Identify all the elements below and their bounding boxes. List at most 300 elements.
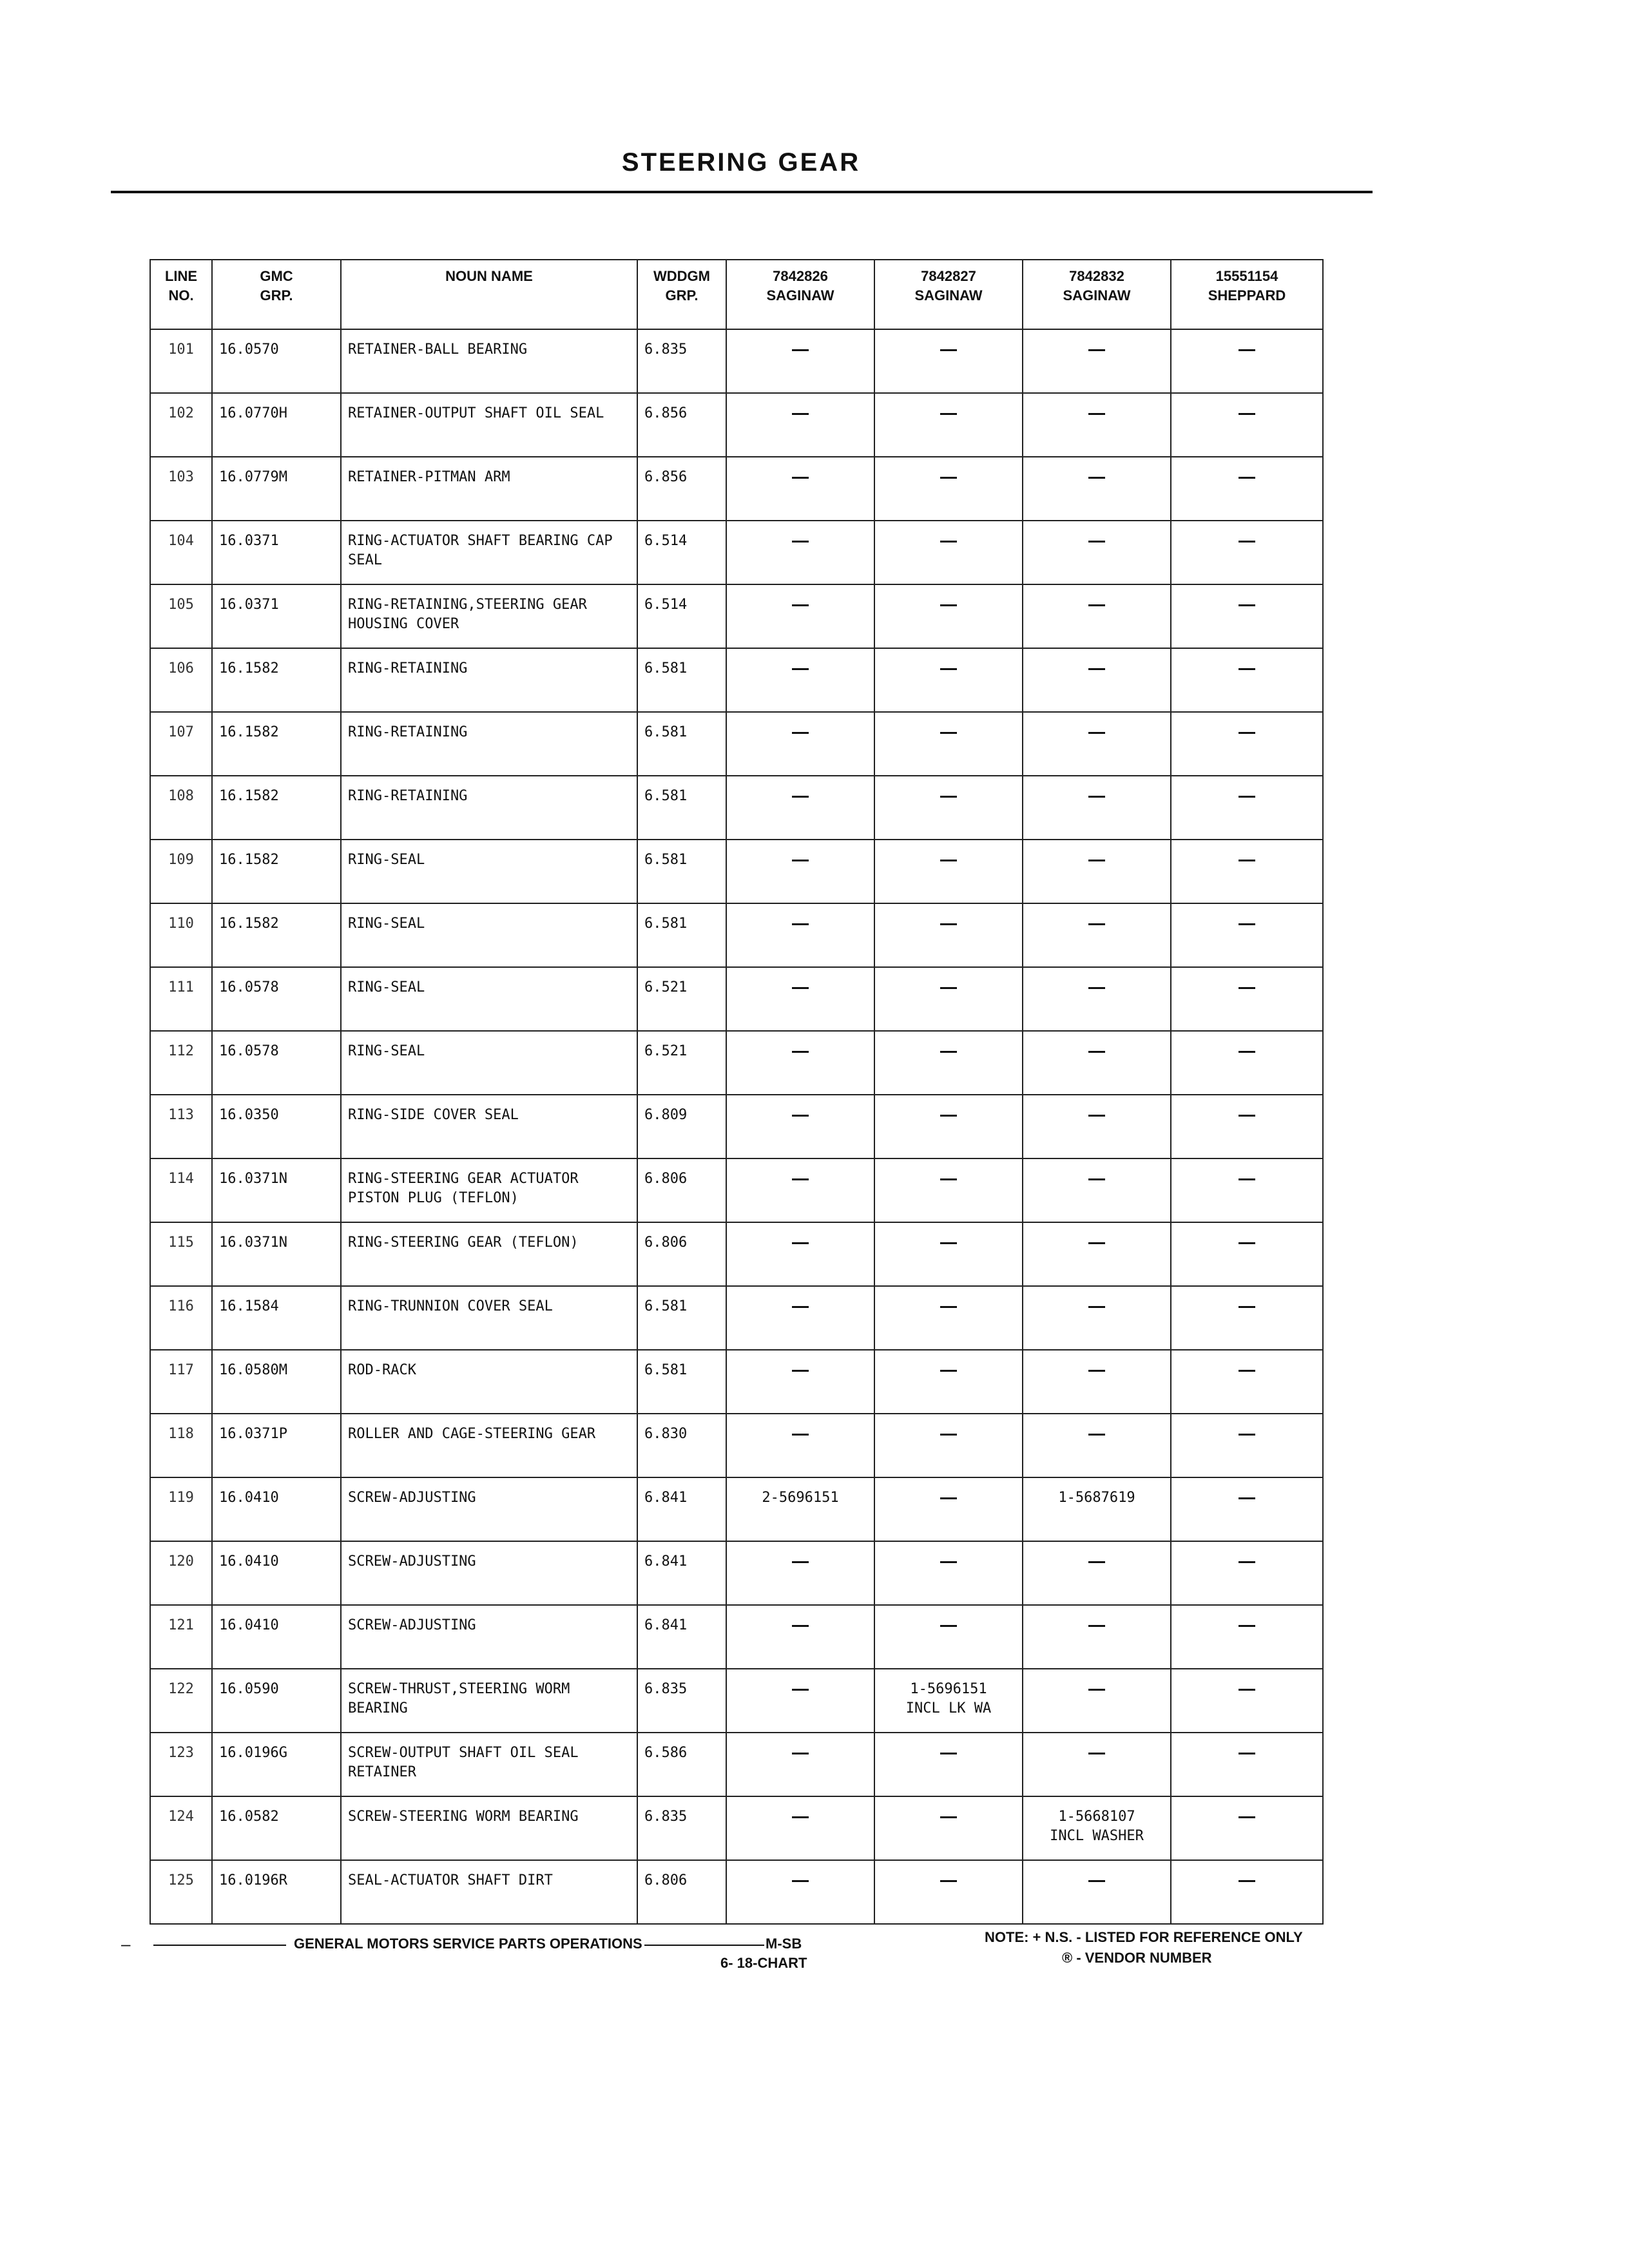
not-applicable-dash [1239, 541, 1255, 543]
not-applicable-dash [792, 541, 809, 543]
vendor-7842832-cell [1023, 712, 1171, 776]
noun-name-cell: RING-RETAINING [341, 712, 637, 776]
vendor-7842827-cell [874, 1477, 1023, 1541]
not-applicable-dash [1239, 1497, 1255, 1499]
vendor-7842826-cell [726, 584, 874, 648]
vendor-7842826-cell [726, 776, 874, 840]
vendor-7842826-cell [726, 457, 874, 521]
not-applicable-dash [1088, 860, 1105, 861]
vendor-15551154-cell [1171, 712, 1323, 776]
gmc-group-cell: 16.0578 [212, 1031, 341, 1095]
wddgm-group-cell: 6.806 [637, 1158, 726, 1222]
line-number-cell: 120 [150, 1541, 212, 1605]
vendor-15551154-cell [1171, 1860, 1323, 1924]
header-gmc-grp: GMC GRP. [212, 260, 341, 329]
vendor-15551154-cell [1171, 521, 1323, 584]
vendor-7842827-cell [874, 393, 1023, 457]
title-rule [111, 191, 1373, 193]
line-number-cell: 117 [150, 1350, 212, 1414]
line-number-cell: 102 [150, 393, 212, 457]
not-applicable-dash [1239, 796, 1255, 798]
not-applicable-dash [1239, 668, 1255, 670]
vendor-7842832-cell [1023, 1605, 1171, 1669]
line-number-cell: 114 [150, 1158, 212, 1222]
gmc-group-cell: 16.0578 [212, 967, 341, 1031]
vendor-7842832-cell [1023, 1031, 1171, 1095]
vendor-15551154-cell [1171, 776, 1323, 840]
wddgm-group-cell: 6.856 [637, 393, 726, 457]
vendor-7842826-cell: 2-5696151 [726, 1477, 874, 1541]
not-applicable-dash [792, 923, 809, 925]
not-applicable-dash [940, 1051, 957, 1053]
footer-note-vendor: ® - VENDOR NUMBER [1062, 1950, 1212, 1966]
vendor-7842827-cell [874, 1860, 1023, 1924]
header-vendor-7842826: 7842826 SAGINAW [726, 260, 874, 329]
not-applicable-dash [1239, 860, 1255, 861]
header-noun-name: NOUN NAME [341, 260, 637, 329]
vendor-15551154-cell [1171, 648, 1323, 712]
vendor-7842826-cell [726, 840, 874, 903]
line-number-cell: 109 [150, 840, 212, 903]
vendor-15551154-cell [1171, 1669, 1323, 1733]
wddgm-group-cell: 6.809 [637, 1095, 726, 1158]
table-row [150, 648, 1323, 712]
noun-name-cell: RING-RETAINING [341, 648, 637, 712]
vendor-7842832-cell [1023, 1733, 1171, 1796]
vendor-7842827-cell [874, 457, 1023, 521]
line-number-cell: 123 [150, 1733, 212, 1796]
not-applicable-dash [792, 1370, 809, 1372]
not-applicable-dash [792, 860, 809, 861]
wddgm-group-cell: 6.841 [637, 1541, 726, 1605]
not-applicable-dash [940, 987, 957, 989]
gmc-group-cell: 16.0371N [212, 1222, 341, 1286]
line-number-cell: 113 [150, 1095, 212, 1158]
not-applicable-dash [1088, 1115, 1105, 1117]
gmc-group-cell: 16.0410 [212, 1477, 341, 1541]
line-number-cell: 116 [150, 1286, 212, 1350]
wddgm-group-cell: 6.581 [637, 776, 726, 840]
vendor-7842832-cell [1023, 1541, 1171, 1605]
vendor-15551154-cell [1171, 1605, 1323, 1669]
table-row [150, 1605, 1323, 1669]
wddgm-group-cell: 6.830 [637, 1414, 726, 1477]
not-applicable-dash [1239, 1561, 1255, 1563]
vendor-7842827-cell [874, 1414, 1023, 1477]
footer-code: M-SB [766, 1936, 802, 1952]
not-applicable-dash [1239, 1816, 1255, 1818]
vendor-15551154-cell [1171, 1222, 1323, 1286]
not-applicable-dash [792, 1178, 809, 1180]
not-applicable-dash [1088, 604, 1105, 606]
vendor-7842826-cell [726, 1286, 874, 1350]
footer-note-reference: NOTE: + N.S. - LISTED FOR REFERENCE ONLY [985, 1929, 1303, 1945]
not-applicable-dash [1088, 413, 1105, 415]
wddgm-group-cell: 6.835 [637, 1796, 726, 1860]
vendor-7842826-cell [726, 903, 874, 967]
line-number-cell: 119 [150, 1477, 212, 1541]
vendor-15551154-cell [1171, 584, 1323, 648]
not-applicable-dash [1239, 923, 1255, 925]
noun-name-cell: RING-SEAL [341, 967, 637, 1031]
line-number-cell: 106 [150, 648, 212, 712]
line-number-cell: 124 [150, 1796, 212, 1860]
line-number-cell: 122 [150, 1669, 212, 1733]
header-wddgm-grp: WDDGM GRP. [637, 260, 726, 329]
wddgm-group-cell: 6.835 [637, 329, 726, 393]
vendor-7842826-cell [726, 1541, 874, 1605]
header-line-no: LINE NO. [150, 260, 212, 329]
not-applicable-dash [1239, 1880, 1255, 1882]
vendor-7842826-cell [726, 393, 874, 457]
not-applicable-dash [1239, 1115, 1255, 1117]
vendor-7842827-cell [874, 967, 1023, 1031]
wddgm-group-cell: 6.841 [637, 1605, 726, 1669]
wddgm-group-cell: 6.581 [637, 840, 726, 903]
vendor-15551154-cell [1171, 1158, 1323, 1222]
gmc-group-cell: 16.1582 [212, 903, 341, 967]
noun-name-cell: RETAINER-OUTPUT SHAFT OIL SEAL [341, 393, 637, 457]
line-number-cell: 110 [150, 903, 212, 967]
vendor-15551154-cell [1171, 1031, 1323, 1095]
gmc-group-cell: 16.1584 [212, 1286, 341, 1350]
not-applicable-dash [1088, 477, 1105, 479]
noun-name-cell: RETAINER-BALL BEARING [341, 329, 637, 393]
wddgm-group-cell: 6.514 [637, 584, 726, 648]
noun-name-cell: RING-STEERING GEAR (TEFLON) [341, 1222, 637, 1286]
header-vendor-7842827: 7842827 SAGINAW [874, 260, 1023, 329]
vendor-15551154-cell [1171, 1796, 1323, 1860]
noun-name-cell: RING-SEAL [341, 1031, 637, 1095]
table-row [150, 1222, 1323, 1286]
not-applicable-dash [792, 1753, 809, 1754]
not-applicable-dash [940, 668, 957, 670]
not-applicable-dash [1088, 541, 1105, 543]
vendor-7842827-cell [874, 712, 1023, 776]
vendor-7842832-cell [1023, 1286, 1171, 1350]
line-number-cell: 107 [150, 712, 212, 776]
table-row [150, 1158, 1323, 1222]
vendor-7842832-cell [1023, 903, 1171, 967]
table-row [150, 903, 1323, 967]
noun-name-cell: RING-ACTUATOR SHAFT BEARING CAP SEAL [341, 521, 637, 584]
vendor-15551154-cell [1171, 840, 1323, 903]
not-applicable-dash [1239, 349, 1255, 351]
wddgm-group-cell: 6.514 [637, 521, 726, 584]
vendor-7842832-cell [1023, 1158, 1171, 1222]
not-applicable-dash [940, 732, 957, 734]
vendor-7842826-cell [726, 648, 874, 712]
vendor-7842826-cell [726, 1031, 874, 1095]
not-applicable-dash [1088, 668, 1105, 670]
noun-name-cell: ROLLER AND CAGE-STEERING GEAR [341, 1414, 637, 1477]
vendor-7842826-cell [726, 1222, 874, 1286]
not-applicable-dash [792, 1115, 809, 1117]
vendor-15551154-cell [1171, 457, 1323, 521]
line-number-cell: 121 [150, 1605, 212, 1669]
gmc-group-cell: 16.0196G [212, 1733, 341, 1796]
line-number-cell: 125 [150, 1860, 212, 1924]
table-row [150, 1669, 1323, 1733]
line-number-cell: 118 [150, 1414, 212, 1477]
noun-name-cell: SCREW-ADJUSTING [341, 1477, 637, 1541]
vendor-15551154-cell [1171, 1095, 1323, 1158]
table-row [150, 1350, 1323, 1414]
not-applicable-dash [940, 604, 957, 606]
not-applicable-dash [792, 668, 809, 670]
vendor-15551154-cell [1171, 1733, 1323, 1796]
noun-name-cell: RETAINER-PITMAN ARM [341, 457, 637, 521]
vendor-7842826-cell [726, 1095, 874, 1158]
not-applicable-dash [1239, 1689, 1255, 1691]
wddgm-group-cell: 6.581 [637, 712, 726, 776]
vendor-7842832-cell [1023, 393, 1171, 457]
vendor-7842832-cell [1023, 457, 1171, 521]
vendor-15551154-cell [1171, 903, 1323, 967]
not-applicable-dash [1239, 1434, 1255, 1436]
not-applicable-dash [1088, 987, 1105, 989]
vendor-7842832-cell [1023, 648, 1171, 712]
vendor-15551154-cell [1171, 1414, 1323, 1477]
noun-name-cell: ROD-RACK [341, 1350, 637, 1414]
not-applicable-dash [1239, 1306, 1255, 1308]
gmc-group-cell: 16.0371P [212, 1414, 341, 1477]
not-applicable-dash [792, 1625, 809, 1627]
line-number-cell: 108 [150, 776, 212, 840]
not-applicable-dash [1088, 1561, 1105, 1563]
not-applicable-dash [940, 413, 957, 415]
vendor-7842826-cell [726, 1733, 874, 1796]
not-applicable-dash [940, 1242, 957, 1244]
not-applicable-dash [1088, 349, 1105, 351]
vendor-7842827-cell [874, 1733, 1023, 1796]
table-row [150, 1095, 1323, 1158]
vendor-7842832-cell [1023, 521, 1171, 584]
vendor-7842826-cell [726, 1796, 874, 1860]
vendor-7842827-cell [874, 1605, 1023, 1669]
not-applicable-dash [1088, 1434, 1105, 1436]
table-row [150, 1541, 1323, 1605]
footer-rule-left [153, 1945, 286, 1946]
vendor-7842827-cell [874, 1796, 1023, 1860]
table-row [150, 521, 1323, 584]
gmc-group-cell: 16.0410 [212, 1605, 341, 1669]
header-vendor-7842832: 7842832 SAGINAW [1023, 260, 1171, 329]
vendor-7842832-cell [1023, 1669, 1171, 1733]
gmc-group-cell: 16.0196R [212, 1860, 341, 1924]
not-applicable-dash [1239, 987, 1255, 989]
wddgm-group-cell: 6.586 [637, 1733, 726, 1796]
not-applicable-dash [792, 1434, 809, 1436]
gmc-group-cell: 16.0580M [212, 1350, 341, 1414]
not-applicable-dash [940, 541, 957, 543]
not-applicable-dash [940, 1434, 957, 1436]
vendor-15551154-cell [1171, 393, 1323, 457]
vendor-7842826-cell [726, 712, 874, 776]
wddgm-group-cell: 6.835 [637, 1669, 726, 1733]
vendor-7842832-cell [1023, 1860, 1171, 1924]
not-applicable-dash [940, 1625, 957, 1627]
not-applicable-dash [792, 604, 809, 606]
gmc-group-cell: 16.1582 [212, 712, 341, 776]
vendor-15551154-cell [1171, 1541, 1323, 1605]
not-applicable-dash [940, 1178, 957, 1180]
vendor-7842826-cell [726, 521, 874, 584]
not-applicable-dash [1239, 604, 1255, 606]
not-applicable-dash [792, 1051, 809, 1053]
noun-name-cell: RING-SEAL [341, 903, 637, 967]
not-applicable-dash [1088, 1753, 1105, 1754]
not-applicable-dash [1088, 796, 1105, 798]
noun-name-cell: RING-SEAL [341, 840, 637, 903]
line-number-cell: 101 [150, 329, 212, 393]
vendor-7842826-cell [726, 967, 874, 1031]
vendor-7842827-cell [874, 584, 1023, 648]
not-applicable-dash [792, 987, 809, 989]
table-row [150, 584, 1323, 648]
vendor-7842832-cell [1023, 1414, 1171, 1477]
vendor-7842827-cell [874, 840, 1023, 903]
wddgm-group-cell: 6.806 [637, 1860, 726, 1924]
noun-name-cell: SCREW-ADJUSTING [341, 1541, 637, 1605]
vendor-7842827-cell [874, 903, 1023, 967]
not-applicable-dash [940, 860, 957, 861]
gmc-group-cell: 16.0779M [212, 457, 341, 521]
line-number-cell: 104 [150, 521, 212, 584]
noun-name-cell: RING-TRUNNION COVER SEAL [341, 1286, 637, 1350]
table-row [150, 840, 1323, 903]
gmc-group-cell: 16.0410 [212, 1541, 341, 1605]
vendor-7842832-cell [1023, 1350, 1171, 1414]
noun-name-cell: RING-RETAINING [341, 776, 637, 840]
noun-name-cell: RING-STEERING GEAR ACTUATOR PISTON PLUG (TEFLON) [341, 1158, 637, 1222]
gmc-group-cell: 16.0770H [212, 393, 341, 457]
vendor-7842832-cell [1023, 776, 1171, 840]
footer-operations: GENERAL MOTORS SERVICE PARTS OPERATIONS [294, 1936, 642, 1952]
gmc-group-cell: 16.0371 [212, 521, 341, 584]
table-row [150, 1733, 1323, 1796]
wddgm-group-cell: 6.841 [637, 1477, 726, 1541]
vendor-7842826-cell [726, 1414, 874, 1477]
wddgm-group-cell: 6.806 [637, 1222, 726, 1286]
page-title: STEERING GEAR [621, 148, 861, 177]
header-row [150, 260, 1323, 329]
not-applicable-dash [940, 1497, 957, 1499]
table-row [150, 1860, 1323, 1924]
not-applicable-dash [1088, 1625, 1105, 1627]
not-applicable-dash [1239, 732, 1255, 734]
not-applicable-dash [1088, 732, 1105, 734]
gmc-group-cell: 16.0371 [212, 584, 341, 648]
table-row [150, 1796, 1323, 1860]
not-applicable-dash [1239, 1242, 1255, 1244]
not-applicable-dash [792, 1561, 809, 1563]
wddgm-group-cell: 6.521 [637, 967, 726, 1031]
not-applicable-dash [792, 413, 809, 415]
vendor-7842832-cell [1023, 1222, 1171, 1286]
not-applicable-dash [940, 477, 957, 479]
noun-name-cell: SCREW-STEERING WORM BEARING [341, 1796, 637, 1860]
table-row [150, 329, 1323, 393]
vendor-15551154-cell [1171, 1350, 1323, 1414]
table-row [150, 1286, 1323, 1350]
not-applicable-dash [940, 1753, 957, 1754]
gmc-group-cell: 16.1582 [212, 776, 341, 840]
not-applicable-dash [940, 1306, 957, 1308]
vendor-15551154-cell [1171, 967, 1323, 1031]
vendor-7842832-cell [1023, 1095, 1171, 1158]
wddgm-group-cell: 6.521 [637, 1031, 726, 1095]
vendor-7842826-cell [726, 329, 874, 393]
line-number-cell: 103 [150, 457, 212, 521]
not-applicable-dash [1088, 1051, 1105, 1053]
vendor-7842827-cell [874, 1286, 1023, 1350]
noun-name-cell: RING-SIDE COVER SEAL [341, 1095, 637, 1158]
not-applicable-dash [1088, 923, 1105, 925]
vendor-7842827-cell [874, 1541, 1023, 1605]
vendor-7842832-cell: 1-5668107 INCL WASHER [1023, 1796, 1171, 1860]
table-row [150, 393, 1323, 457]
not-applicable-dash [792, 349, 809, 351]
table-row [150, 967, 1323, 1031]
vendor-7842832-cell: 1-5687619 [1023, 1477, 1171, 1541]
table-row [150, 457, 1323, 521]
vendor-7842827-cell [874, 1158, 1023, 1222]
table-row [150, 1477, 1323, 1541]
gmc-group-cell: 16.0350 [212, 1095, 341, 1158]
vendor-7842827-cell: 1-5696151 INCL LK WA [874, 1669, 1023, 1733]
margin-dash: – [121, 1934, 131, 1954]
vendor-7842827-cell [874, 1095, 1023, 1158]
noun-name-cell: RING-RETAINING,STEERING GEAR HOUSING COVER [341, 584, 637, 648]
not-applicable-dash [1088, 1178, 1105, 1180]
not-applicable-dash [792, 1306, 809, 1308]
not-applicable-dash [940, 349, 957, 351]
vendor-15551154-cell [1171, 329, 1323, 393]
noun-name-cell: SCREW-OUTPUT SHAFT OIL SEAL RETAINER [341, 1733, 637, 1796]
not-applicable-dash [1088, 1242, 1105, 1244]
gmc-group-cell: 16.0371N [212, 1158, 341, 1222]
vendor-7842827-cell [874, 776, 1023, 840]
gmc-group-cell: 16.0590 [212, 1669, 341, 1733]
vendor-7842826-cell [726, 1158, 874, 1222]
vendor-7842827-cell [874, 1222, 1023, 1286]
wddgm-group-cell: 6.581 [637, 648, 726, 712]
not-applicable-dash [792, 477, 809, 479]
table-row [150, 712, 1323, 776]
noun-name-cell: SEAL-ACTUATOR SHAFT DIRT [341, 1860, 637, 1924]
footer-rule-middle [644, 1945, 764, 1946]
table-row [150, 776, 1323, 840]
not-applicable-dash [792, 732, 809, 734]
not-applicable-dash [1239, 1051, 1255, 1053]
vendor-7842827-cell [874, 648, 1023, 712]
not-applicable-dash [1239, 413, 1255, 415]
gmc-group-cell: 16.0570 [212, 329, 341, 393]
vendor-7842826-cell [726, 1669, 874, 1733]
not-applicable-dash [1239, 1178, 1255, 1180]
table-row [150, 1031, 1323, 1095]
vendor-7842827-cell [874, 1350, 1023, 1414]
gmc-group-cell: 16.1582 [212, 840, 341, 903]
gmc-group-cell: 16.1582 [212, 648, 341, 712]
parts-table [149, 259, 1324, 1925]
vendor-7842832-cell [1023, 329, 1171, 393]
not-applicable-dash [792, 1816, 809, 1818]
vendor-7842827-cell [874, 329, 1023, 393]
wddgm-group-cell: 6.581 [637, 903, 726, 967]
vendor-7842827-cell [874, 521, 1023, 584]
